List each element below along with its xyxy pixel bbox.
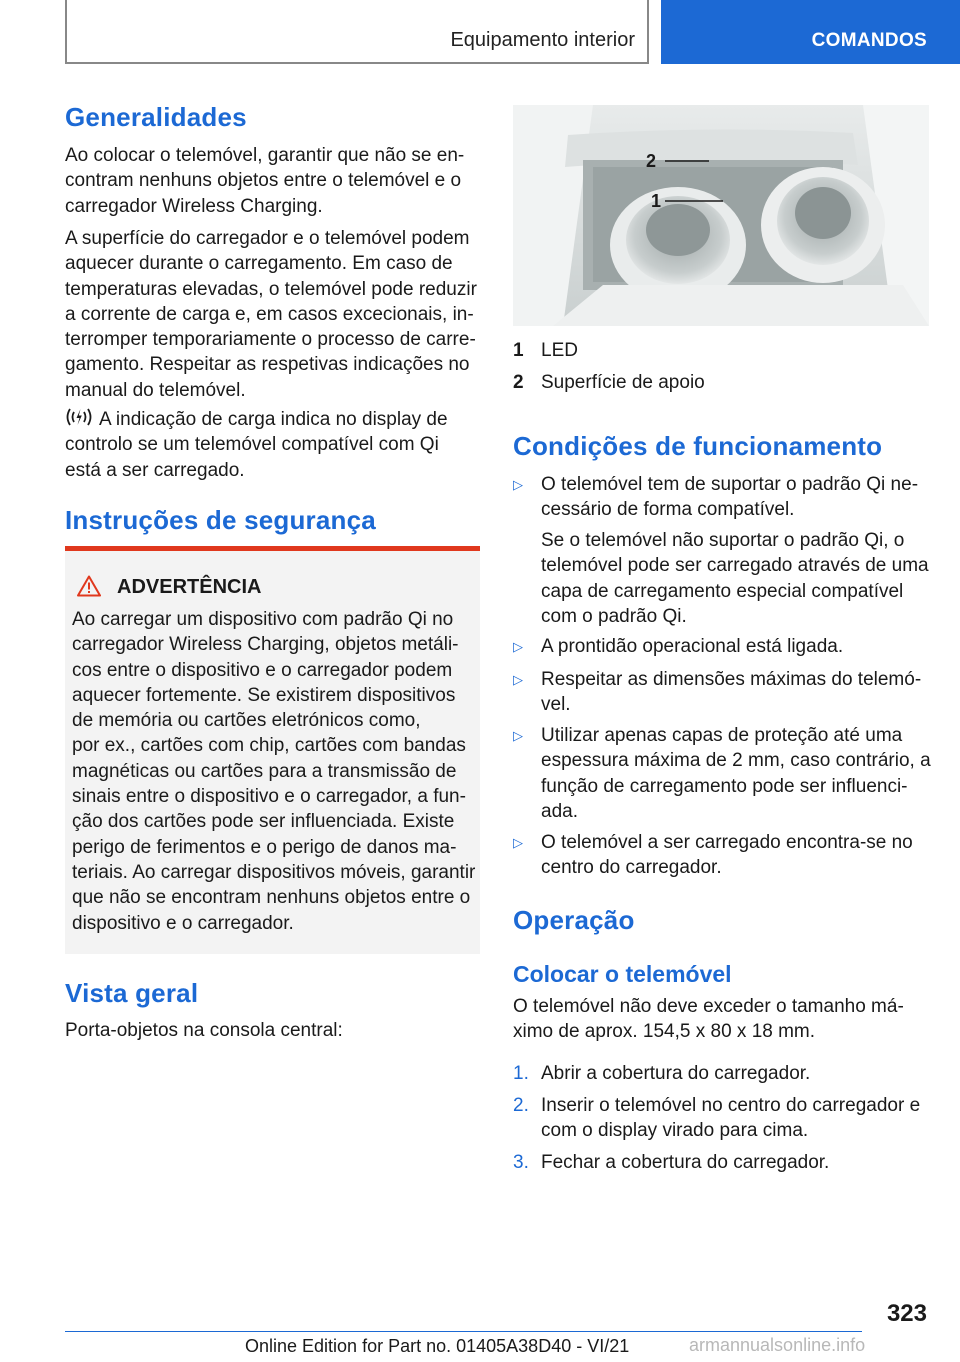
watermark: armannualsonline.info (689, 1335, 866, 1355)
footer-divider (65, 1331, 862, 1332)
bullet-triangle-icon: ▷ (513, 639, 523, 654)
bullet-triangle-icon: ▷ (513, 835, 523, 850)
header-section (65, 0, 649, 64)
warning-heading: ADVERTÊNCIA (77, 575, 261, 599)
heading-overview: Vista geral (65, 978, 199, 1008)
charging-tray-illustration (513, 105, 929, 326)
paragraph-charge-indicator: A indicação de carga indica no display de controlo se um telemóvel compatível com Qi está a ser carregado. (65, 406, 480, 483)
legend-item: 1 LED (513, 340, 578, 361)
paragraph-overview: Porta-objetos na consola central: (65, 1020, 343, 1041)
page-number: 323 (886, 1300, 927, 1327)
paragraph-heat: A superfície do carregador e o telemóvel podem aquecer durante o carregamento. Em caso de temperaturas elevadas, o telemóvel pode reduzir a corrente de carga e, em casos excecionais, in- terromper temporariamente o processo de carre- gamento. Respeitar as respetivas indicações no manual do telemóvel. (65, 228, 477, 401)
heading-operation: Operação (513, 905, 635, 935)
console-photo (513, 105, 929, 326)
chapter-title: COMANDOS (811, 30, 927, 51)
warning-text: Ao carregar um dispositivo com padrão Qi no carregador Wireless Charging, objetos metáli- cos entre o dispositivo e o carregador podem aquecer fortemente. Se existirem dispositivos de memória ou cartões eletrónicos como, por ex., cartões com chip, cartões com bandas magnéticas ou cartões para a transmissão de sinais entre o dispositivo e o carregador, a fun- ção dos cartões pode ser influenciada. Existe perigo de ferimentos e o perigo de danos ma- teriais. Ao carregar dispositivos móveis, garantir que não se encontram nenhuns objetos entre o dispositivo e o carregador. (72, 609, 476, 934)
paragraph-phone-size: O telemóvel não deve exceder o tamanho má- ximo de aprox. 154,5 x 80 x 18 mm. (513, 996, 904, 1043)
condition-note: Se o telemóvel não suportar o padrão Qi, o telemóvel pode ser carregado através de uma capa de carregamento especial compatível com o padrão Qi. (541, 530, 929, 627)
warning-box (65, 546, 480, 954)
heading-safety: Instruções de segurança (65, 505, 376, 535)
header-chapter (661, 0, 960, 64)
heading-conditions: Condições de funcionamento (513, 431, 883, 461)
bullet-triangle-icon: ▷ (513, 477, 523, 492)
section-title: Equipamento interior (450, 29, 635, 51)
footer-edition: Online Edition for Part no. 01405A38D40 - VI/21 (245, 1336, 630, 1356)
paragraph-intro: Ao colocar o telemóvel, garantir que não se en- contram nenhuns objetos entre o telemóvel e o carregador Wireless Charging. (65, 145, 465, 217)
bullet-triangle-icon: ▷ (513, 672, 523, 687)
warning-triangle-icon (77, 575, 101, 597)
bullet-triangle-icon: ▷ (513, 728, 523, 743)
heading-generalidades: Generalidades (65, 102, 247, 132)
photo-label-2: 2 (646, 151, 657, 171)
heading-place-phone: Colocar o telemóvel (513, 961, 732, 987)
photo-label-1: 1 (651, 191, 662, 211)
legend-item: 2 Superfície de apoio (513, 372, 705, 393)
wireless-charging-icon (65, 406, 93, 428)
